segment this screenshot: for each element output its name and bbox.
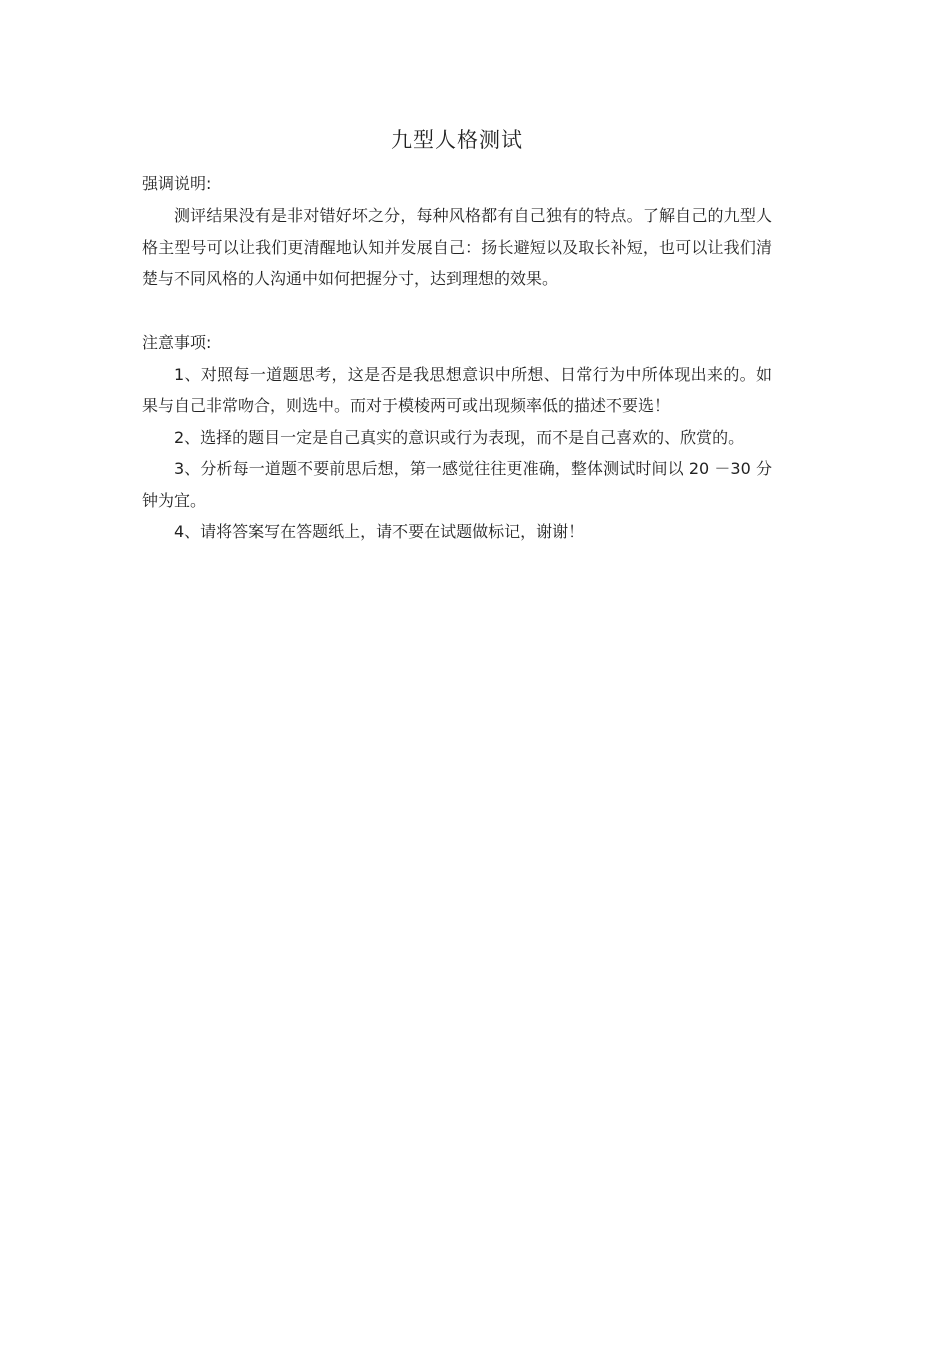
page-title: 九型人格测试: [391, 128, 523, 152]
note-item-1: 1、对照每一道题思考，这是否是我思想意识中所想、日常行为中所体现出来的。如果与自己非常吻合，则选中。而对于模棱两可或出现频率低的描述不要选！: [142, 364, 772, 415]
section-spacer: [142, 295, 772, 327]
emphasis-section: [142, 168, 772, 295]
notes-heading: 注意事项:: [142, 332, 212, 352]
notes-section: [142, 327, 772, 548]
note-item-2: 2、选择的题目一定是自己真实的意识或行为表现，而不是自己喜欢的、欣赏的。: [174, 427, 745, 447]
emphasis-paragraph: 测评结果没有是非对错好坏之分，每种风格都有自己独有的特点。了解自己的九型人格主型号可以让我们更清醒地认知并发展自己：扬长避短以及取长补短，也可以让我们清楚与不同风格的人沟通中如何把握分寸，达到理想的效果。: [142, 206, 772, 288]
document-body: [142, 118, 772, 548]
note-item-3: 3、分析每一道题不要前思后想，第一感觉往往更准确，整体测试时间以 20 －30 分钟为宜。: [142, 459, 772, 510]
emphasis-heading: 强调说明:: [142, 174, 212, 193]
note-item-4: 4、请将答案写在答题纸上，请不要在试题做标记，谢谢！: [174, 522, 585, 541]
